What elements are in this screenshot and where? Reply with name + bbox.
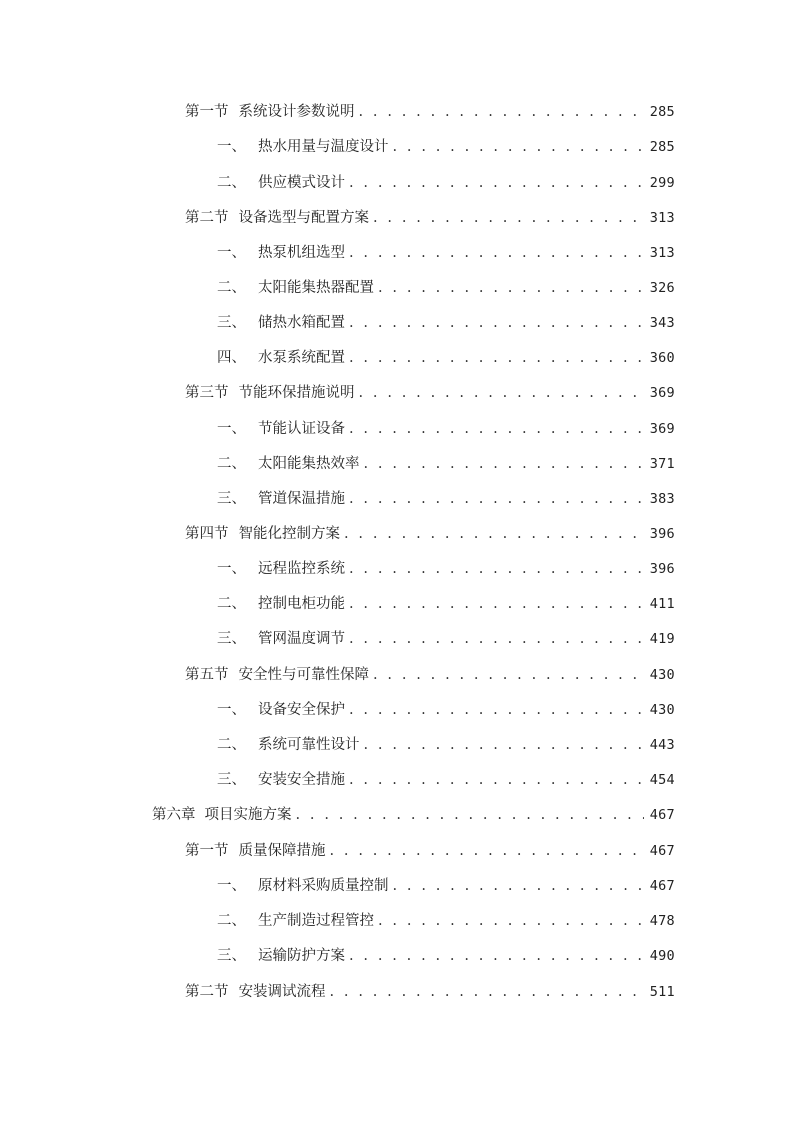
toc-page-number: 443 (649, 737, 675, 753)
toc-page-number: 467 (649, 807, 675, 823)
toc-entry[interactable] (217, 346, 675, 370)
toc-title: 储热水箱配置 (258, 315, 345, 331)
toc-prefix: 第二节 (185, 984, 229, 1000)
toc-prefix: 二、 (217, 280, 246, 296)
toc-prefix: 一、 (217, 561, 246, 577)
toc-leader (373, 206, 644, 230)
toc-prefix: 三、 (217, 491, 246, 507)
toc-page-number: 419 (649, 631, 675, 647)
toc-entry[interactable] (217, 733, 675, 757)
toc-leader (359, 381, 644, 405)
toc-entry[interactable] (217, 557, 675, 581)
toc-title: 供应模式设计 (258, 175, 345, 191)
toc-prefix: 一、 (217, 139, 246, 155)
toc-page-number: 369 (649, 385, 675, 401)
toc-leader (378, 276, 644, 300)
toc-entry[interactable] (217, 452, 675, 476)
toc-page-number: 467 (649, 878, 675, 894)
toc-page-number: 369 (649, 421, 675, 437)
toc-title: 安装安全措施 (258, 772, 345, 788)
toc-leader (378, 909, 644, 933)
toc-title: 热泵机组选型 (258, 245, 345, 261)
toc-prefix: 一、 (217, 702, 246, 718)
toc-leader (330, 980, 644, 1004)
toc-prefix: 第五节 (185, 667, 229, 683)
toc-page-number: 299 (649, 175, 675, 191)
toc-leader (349, 171, 644, 195)
toc-title: 系统可靠性设计 (258, 737, 360, 753)
toc-page-number: 313 (649, 245, 675, 261)
toc-prefix: 一、 (217, 245, 246, 261)
toc-title: 智能化控制方案 (238, 526, 340, 542)
toc-entry[interactable] (185, 522, 675, 546)
toc-leader (344, 522, 644, 546)
toc-leader (349, 487, 644, 511)
toc-entry[interactable] (217, 944, 675, 968)
toc-prefix: 第四节 (185, 526, 229, 542)
toc-leader (349, 557, 644, 581)
toc-title: 安全性与可靠性保障 (238, 667, 369, 683)
toc-page-number: 454 (649, 772, 675, 788)
toc-title: 节能认证设备 (258, 421, 345, 437)
toc-title: 设备安全保护 (258, 702, 345, 718)
toc-prefix: 二、 (217, 737, 246, 753)
toc-title: 质量保障措施 (238, 843, 326, 859)
toc-leader (364, 733, 644, 757)
toc-prefix: 第一节 (185, 843, 229, 859)
toc-entry[interactable] (185, 100, 675, 124)
toc-prefix: 三、 (217, 772, 246, 788)
toc-prefix: 四、 (217, 350, 246, 366)
toc-prefix: 二、 (217, 913, 246, 929)
toc-entry[interactable] (185, 839, 675, 863)
toc-prefix: 一、 (217, 421, 246, 437)
toc-page-number: 285 (649, 104, 675, 120)
toc-leader (349, 311, 644, 335)
toc-leader (393, 135, 644, 159)
toc-title: 水泵系统配置 (258, 350, 345, 366)
toc-title: 管网温度调节 (258, 631, 345, 647)
toc-entry[interactable] (185, 980, 675, 1004)
toc-leader (349, 241, 644, 265)
toc-entry[interactable] (185, 381, 675, 405)
toc-entry[interactable] (217, 627, 675, 651)
toc-title: 生产制造过程管控 (258, 913, 374, 929)
toc-entry[interactable] (152, 803, 675, 827)
toc-title: 设备选型与配置方案 (238, 210, 369, 226)
toc-page-number: 430 (649, 702, 675, 718)
toc-page-number: 511 (649, 984, 675, 1000)
toc-page-number: 411 (649, 596, 675, 612)
toc-entry[interactable] (217, 171, 675, 195)
toc-entry[interactable] (185, 663, 675, 687)
toc-leader (349, 698, 644, 722)
toc-entry[interactable] (217, 698, 675, 722)
toc-entry[interactable] (217, 135, 675, 159)
toc-page-number: 396 (649, 561, 675, 577)
toc-entry[interactable] (217, 417, 675, 441)
toc-page-number: 371 (649, 456, 675, 472)
toc-page-number: 343 (649, 315, 675, 331)
toc-title: 节能环保措施说明 (238, 385, 355, 401)
toc-entry[interactable] (217, 592, 675, 616)
toc-leader (364, 452, 644, 476)
toc-page-number: 313 (649, 210, 675, 226)
toc-leader (373, 663, 644, 687)
toc-entry[interactable] (185, 206, 675, 230)
toc-leader (349, 592, 644, 616)
toc-page-number: 478 (649, 913, 675, 929)
toc-prefix: 第二节 (185, 210, 229, 226)
toc-leader (349, 417, 644, 441)
toc-title: 项目实施方案 (204, 807, 292, 823)
toc-title: 系统设计参数说明 (238, 104, 355, 120)
toc-title: 远程监控系统 (258, 561, 345, 577)
toc-leader (349, 627, 644, 651)
toc-title: 管道保温措施 (258, 491, 345, 507)
toc-prefix: 第六章 (152, 807, 196, 823)
toc-title: 太阳能集热效率 (258, 456, 360, 472)
toc-title: 控制电柜功能 (258, 596, 345, 612)
toc-entry[interactable] (217, 311, 675, 335)
toc-page-number: 383 (649, 491, 675, 507)
toc-entry[interactable] (217, 874, 675, 898)
toc-prefix: 二、 (217, 596, 246, 612)
toc-page-number: 430 (649, 667, 675, 683)
toc-leader (393, 874, 644, 898)
toc-prefix: 一、 (217, 878, 246, 894)
toc-page-number: 467 (649, 843, 675, 859)
toc-entry[interactable] (217, 487, 675, 511)
toc-page-number: 396 (649, 526, 675, 542)
toc-leader (359, 100, 644, 124)
toc-title: 原材料采购质量控制 (258, 878, 389, 894)
toc-prefix: 三、 (217, 631, 246, 647)
toc-prefix: 三、 (217, 948, 246, 964)
toc-leader (330, 839, 644, 863)
toc-page-number: 326 (649, 280, 675, 296)
toc-prefix: 三、 (217, 315, 246, 331)
toc-leader (349, 768, 644, 792)
toc-leader (349, 346, 644, 370)
toc-entry[interactable] (217, 276, 675, 300)
toc-leader (296, 803, 644, 827)
toc-prefix: 第一节 (185, 104, 229, 120)
toc-page-number: 285 (649, 139, 675, 155)
toc-title: 热水用量与温度设计 (258, 139, 389, 155)
toc-entry[interactable] (217, 768, 675, 792)
toc-title: 太阳能集热器配置 (258, 280, 374, 296)
toc-prefix: 二、 (217, 175, 246, 191)
toc-leader (349, 944, 644, 968)
toc-prefix: 第三节 (185, 385, 229, 401)
toc-entry[interactable] (217, 241, 675, 265)
toc-page-number: 490 (649, 948, 675, 964)
toc-title: 安装调试流程 (238, 984, 326, 1000)
toc-prefix: 二、 (217, 456, 246, 472)
toc-title: 运输防护方案 (258, 948, 345, 964)
toc-entry[interactable] (217, 909, 675, 933)
toc-page-number: 360 (649, 350, 675, 366)
